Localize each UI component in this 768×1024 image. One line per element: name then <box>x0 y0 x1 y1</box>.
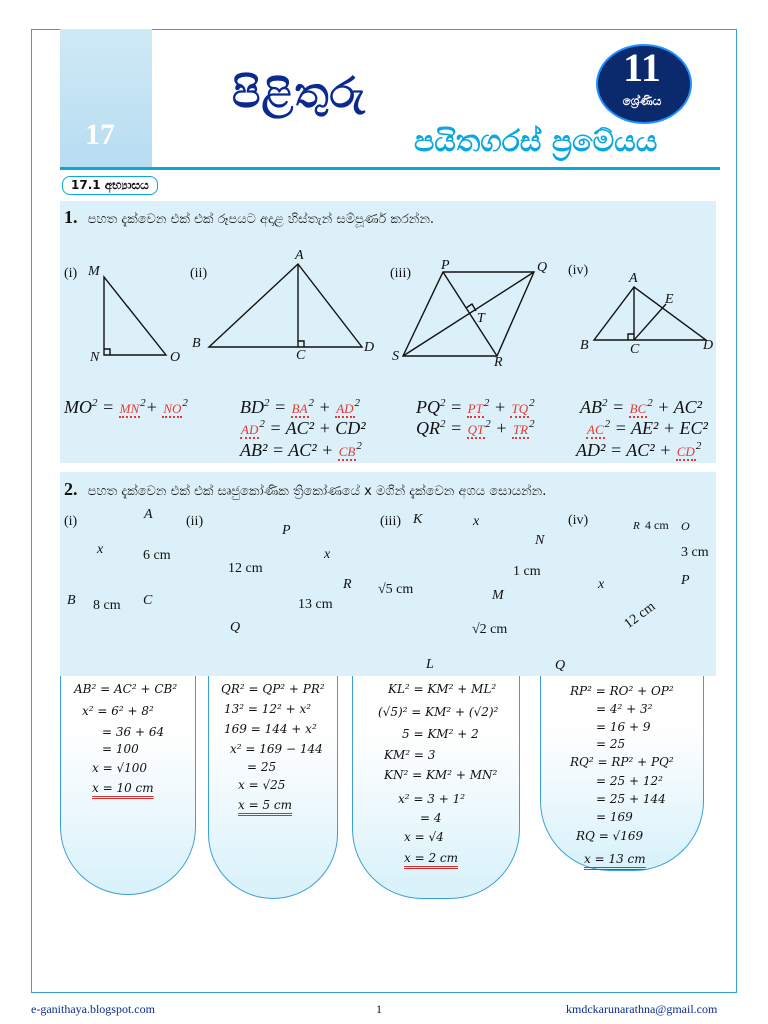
vertex-label: B <box>67 593 76 608</box>
side-label: 12 cm <box>228 561 263 576</box>
vertex-label: D <box>364 340 375 355</box>
working-line: KL² = KM² + ML² <box>388 682 497 696</box>
q1-eq-3: $AD^2 = AC^2 + CD^2$ <box>241 418 366 438</box>
side-label: 6 cm <box>143 548 171 563</box>
working-line: x = √25 <box>238 778 286 792</box>
vertex-label: N <box>535 533 545 548</box>
side-label: x <box>598 577 605 592</box>
vertex-label: R <box>343 577 352 592</box>
side-label: 8 cm <box>93 598 121 613</box>
question-2-text <box>64 479 546 500</box>
side-label: 1 cm <box>513 564 541 579</box>
working-line: x = √100 <box>92 761 148 775</box>
side-label: √2 cm <box>472 622 508 637</box>
working-line: = 25 <box>247 760 277 774</box>
working-line: KM² = 3 <box>384 748 436 762</box>
footer-website[interactable]: e-ganithaya.blogspot.com <box>31 1002 155 1016</box>
working-line: = 4 <box>420 811 442 825</box>
vertex-label: O <box>170 350 181 365</box>
q1-fig4-triangle <box>594 287 706 340</box>
working-line: = 4² + 3² <box>596 702 653 716</box>
q1-fig2-triangle <box>209 264 362 347</box>
subject-title: පයිතගරස් ප්‍රමේයය <box>414 124 658 159</box>
footer-email[interactable]: kmdckarunarathna@gmail.com <box>566 1002 718 1016</box>
working-line: = 25 <box>596 737 626 751</box>
vertex-label: D <box>703 338 714 353</box>
working-line: 169 = 144 + x² <box>224 722 317 736</box>
vertex-label: K <box>413 512 423 527</box>
working-line: RQ = √169 <box>576 829 644 843</box>
grade-word: ශ්‍රේණිය <box>622 94 662 108</box>
vertex-label: C <box>296 348 306 363</box>
answer-blank: CD <box>676 444 695 459</box>
vertex-label: R <box>494 355 503 370</box>
answer-blank: CB <box>338 444 356 459</box>
vertex-label: L <box>426 657 434 672</box>
working-line: AB² = AC² + CB² <box>74 682 178 696</box>
q2-fig3-label: (iii) <box>380 514 401 529</box>
vertex-label: B <box>580 338 589 353</box>
vertex-label: P <box>282 523 291 538</box>
q1-eq-7: $AB^2 = BC^2 + AC^2$ <box>580 397 702 417</box>
working-line: 13² = 12² + x² <box>224 702 312 716</box>
q1-fig3-diag1 <box>443 272 497 356</box>
working-line: = 16 + 9 <box>596 720 651 734</box>
q2-fig1-label: (i) <box>64 514 78 529</box>
question-1-instruction: පහත දැක්වෙන එක් එක් රූපයට අදාළ හිස්තැන් සම්පූර්ණ කරන්න. <box>87 212 435 227</box>
final-answer: x = 10 cm <box>92 781 154 795</box>
q1-eq-8: $AC^2 = AE^2 + EC^2$ <box>587 418 708 438</box>
q1-fig3-label: (iii) <box>390 266 411 281</box>
q1-eq-5: $PQ^2 = PT^2 + TQ^2$ <box>416 397 535 417</box>
working-line: = 25 + 12² <box>596 774 663 788</box>
q1-fig1-label: (i) <box>64 266 78 281</box>
vertex-label: S <box>392 349 399 364</box>
chapter-number: 17 <box>85 118 115 151</box>
working-line: = 169 <box>596 810 633 824</box>
final-answer: x = 13 cm <box>584 852 646 866</box>
side-label: x <box>473 514 480 529</box>
final-answer: x = 2 cm <box>404 851 458 865</box>
vertex-label: P <box>441 258 450 273</box>
vertex-label: Q <box>555 658 566 673</box>
question-2-number: 2. <box>64 479 78 499</box>
q1-eq-9: $AD^2 = AC^2 + CD^2$ <box>576 440 702 460</box>
q1-fig4-right-angle <box>628 334 634 340</box>
side-label: 3 cm <box>681 545 709 560</box>
q1-fig2-label: (ii) <box>190 266 208 281</box>
answer-blank: QT <box>467 422 485 437</box>
vertex-label: M <box>88 264 100 279</box>
side-label: x <box>97 542 104 557</box>
answer-blank: PT <box>467 401 483 416</box>
q1-fig4-perp <box>634 304 666 340</box>
question-2-panel <box>60 472 716 676</box>
q1-fig4-label: (iv) <box>568 263 589 278</box>
vertex-label: C <box>143 593 153 608</box>
q1-eq-2: $BD^2 = BA^2 + AD^2$ <box>240 397 361 417</box>
side-label: 4 cm <box>645 518 669 532</box>
vertex-label: Q <box>230 620 241 635</box>
answer-blank: TR <box>512 422 529 437</box>
vertex-label: N <box>90 350 100 365</box>
vertex-label: R <box>633 520 640 532</box>
page-number: 1 <box>376 1002 382 1016</box>
working-line: QR² = QP² + PR² <box>221 682 325 696</box>
q1-fig1-triangle <box>104 277 166 355</box>
working-line: = 36 + 64 <box>102 725 165 739</box>
vertex-label: C <box>630 342 640 357</box>
vertex-label: P <box>681 573 690 588</box>
vertex-label: M <box>492 588 504 603</box>
vertex-label: A <box>295 248 304 263</box>
working-line: x² = 6² + 8² <box>82 704 154 718</box>
answer-blank: BA <box>291 401 308 416</box>
vertex-label: O <box>681 519 690 533</box>
question-2-instruction: පහත දැක්වෙන එක් එක් සෘජුකෝණික ත්‍රිකෝණයේ x මගින් දැක්වෙන අගය සොයන්න. <box>87 484 547 499</box>
working-line: (√5)² = KM² + (√2)² <box>378 705 499 719</box>
working-line: KN² = KM² + MN² <box>384 768 498 782</box>
q1-fig2-right-angle <box>298 341 304 347</box>
exercise-tag: 17.1 අභ්‍යාසය <box>62 176 158 195</box>
vertex-label: Q <box>537 260 548 275</box>
working-line: 5 = KM² + 2 <box>402 727 479 741</box>
vertex-label: A <box>144 507 153 522</box>
side-label: x <box>324 547 331 562</box>
answer-blank: AC <box>587 422 604 437</box>
answer-blank: NO <box>163 401 182 416</box>
answer-blank: TQ <box>511 401 529 416</box>
side-label: 13 cm <box>298 597 333 612</box>
working-line: RP² = RO² + OP² <box>570 684 674 698</box>
vertex-label: A <box>629 271 638 286</box>
answer-blank: BC <box>629 401 647 416</box>
q1-fig1-right-angle <box>104 349 110 355</box>
grade-number: 11 <box>623 45 661 90</box>
q2-fig2-label: (ii) <box>186 514 204 529</box>
q1-eq-4: $AB^2 = AC^2 + CB^2$ <box>240 440 362 460</box>
answer-blank: AD <box>336 401 354 416</box>
working-line: RQ² = RP² + PQ² <box>570 755 674 769</box>
working-line: x = √4 <box>404 830 444 844</box>
final-answer: x = 5 cm <box>238 798 292 812</box>
working-line: x² = 3 + 1² <box>398 792 466 806</box>
q1-eq-6: $QR^2 = QT^2 + TR^2$ <box>416 418 535 438</box>
question-1-number: 1. <box>64 207 78 227</box>
q1-eq-1: $MO^2 = MN^2+ NO^2$ <box>64 397 188 417</box>
q2-fig4-label: (iv) <box>568 513 589 528</box>
answer-blank: AD <box>241 422 259 437</box>
answer-blank: MN <box>119 401 140 416</box>
working-line: = 100 <box>102 742 139 756</box>
vertex-label: T <box>477 311 485 326</box>
vertex-label: E <box>665 292 674 307</box>
side-label: √5 cm <box>378 582 414 597</box>
working-line: x² = 169 − 144 <box>230 742 323 756</box>
answers-title: පිළිතුරු <box>232 68 366 117</box>
side-label: 12 cm <box>621 599 659 633</box>
working-line: = 25 + 144 <box>596 792 666 806</box>
vertex-label: B <box>192 336 201 351</box>
